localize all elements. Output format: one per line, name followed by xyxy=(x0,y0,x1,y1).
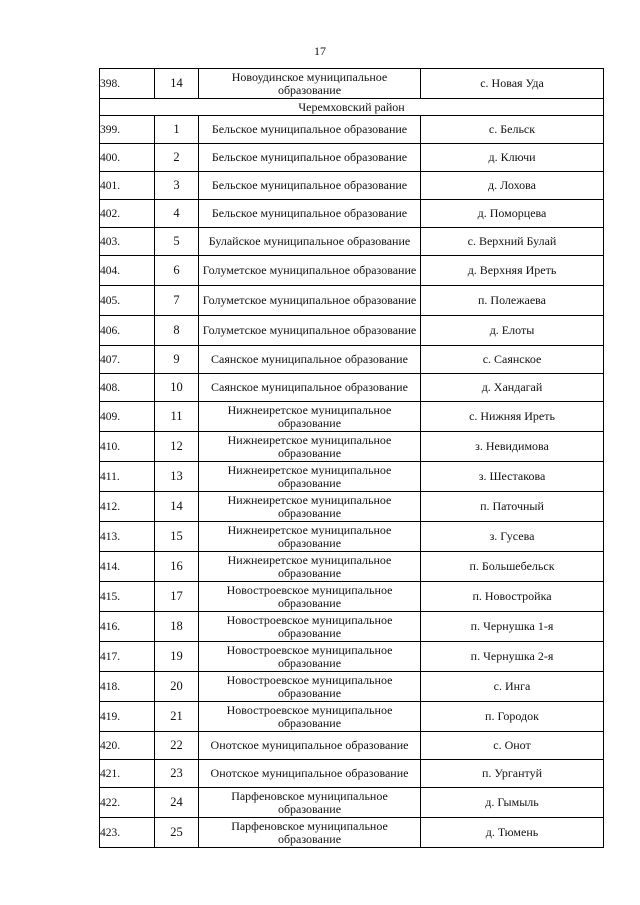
settlement-name: д. Верхняя Иреть xyxy=(421,256,604,286)
row-index: 14 xyxy=(155,492,199,522)
table-row xyxy=(100,402,604,432)
table-row xyxy=(100,228,604,256)
settlement-name: п. Чернушка 2-я xyxy=(421,642,604,672)
municipality-name: Нижнеиретское муниципальное образование xyxy=(199,522,421,552)
row-number: 412. xyxy=(100,492,155,522)
row-index: 2 xyxy=(155,144,199,172)
municipality-name: Онотское муниципальное образование xyxy=(199,732,421,760)
row-number: 420. xyxy=(100,732,155,760)
table-row xyxy=(100,760,604,788)
row-index: 9 xyxy=(155,346,199,374)
table-row xyxy=(100,702,604,732)
row-index: 4 xyxy=(155,200,199,228)
table-row xyxy=(100,316,604,346)
table-row xyxy=(100,286,604,316)
settlement-name: д. Поморцева xyxy=(421,200,604,228)
municipality-name: Новостроевское муниципальное образование xyxy=(199,672,421,702)
settlement-name: д. Хандагай xyxy=(421,374,604,402)
row-index: 12 xyxy=(155,432,199,462)
table-row xyxy=(100,256,604,286)
municipality-name: Голуметское муниципальное образование xyxy=(199,286,421,316)
settlement-name: д. Лохова xyxy=(421,172,604,200)
table-row xyxy=(100,432,604,462)
row-index: 13 xyxy=(155,462,199,492)
municipality-name: Нижнеиретское муниципальное образование xyxy=(199,492,421,522)
table-row xyxy=(100,642,604,672)
row-number: 408. xyxy=(100,374,155,402)
municipality-name: Онотское муниципальное образование xyxy=(199,760,421,788)
settlement-name: д. Тюмень xyxy=(421,818,604,848)
settlement-name: з. Невидимова xyxy=(421,432,604,462)
row-number: 423. xyxy=(100,818,155,848)
row-index: 14 xyxy=(155,69,199,99)
table-row xyxy=(100,788,604,818)
settlement-name: з. Шестакова xyxy=(421,462,604,492)
row-number: 405. xyxy=(100,286,155,316)
row-number: 409. xyxy=(100,402,155,432)
municipality-name: Новостроевское муниципальное образование xyxy=(199,612,421,642)
row-index: 25 xyxy=(155,818,199,848)
row-number: 422. xyxy=(100,788,155,818)
row-number: 411. xyxy=(100,462,155,492)
row-number: 399. xyxy=(100,116,155,144)
row-index: 5 xyxy=(155,228,199,256)
settlement-name: п. Паточный xyxy=(421,492,604,522)
row-index: 3 xyxy=(155,172,199,200)
row-index: 15 xyxy=(155,522,199,552)
row-number: 416. xyxy=(100,612,155,642)
table-row xyxy=(100,462,604,492)
settlement-name: с. Бельск xyxy=(421,116,604,144)
municipality-name: Голуметское муниципальное образование xyxy=(199,316,421,346)
row-index: 18 xyxy=(155,612,199,642)
settlement-name: п. Чернушка 1-я xyxy=(421,612,604,642)
row-number: 418. xyxy=(100,672,155,702)
settlement-name: з. Гусева xyxy=(421,522,604,552)
municipality-name: Саянское муниципальное образование xyxy=(199,346,421,374)
settlement-name: п. Городок xyxy=(421,702,604,732)
page-number: 17 xyxy=(314,44,326,58)
settlement-name: с. Нижняя Иреть xyxy=(421,402,604,432)
row-index: 24 xyxy=(155,788,199,818)
municipality-name: Новостроевское муниципальное образование xyxy=(199,582,421,612)
table-row xyxy=(100,612,604,642)
municipality-name: Парфеновское муниципальное образование xyxy=(199,788,421,818)
settlement-name: п. Большебельск xyxy=(421,552,604,582)
municipality-name: Булайское муниципальное образование xyxy=(199,228,421,256)
row-number: 402. xyxy=(100,200,155,228)
row-number: 417. xyxy=(100,642,155,672)
municipality-name: Новоудинское муниципальное образование xyxy=(199,69,421,99)
table-row xyxy=(100,346,604,374)
row-number: 413. xyxy=(100,522,155,552)
table-row xyxy=(100,69,604,99)
row-number: 403. xyxy=(100,228,155,256)
row-number: 401. xyxy=(100,172,155,200)
settlement-name: д. Елоты xyxy=(421,316,604,346)
table-row xyxy=(100,582,604,612)
table-row xyxy=(100,732,604,760)
row-number: 410. xyxy=(100,432,155,462)
table-row xyxy=(100,374,604,402)
settlement-name: с. Инга xyxy=(421,672,604,702)
municipality-name: Парфеновское муниципальное образование xyxy=(199,818,421,848)
table-row xyxy=(100,200,604,228)
row-index: 6 xyxy=(155,256,199,286)
municipality-name: Бельское муниципальное образование xyxy=(199,144,421,172)
table-row xyxy=(100,172,604,200)
municipality-name: Бельское муниципальное образование xyxy=(199,200,421,228)
settlement-name: с. Новая Уда xyxy=(421,69,604,99)
row-number: 415. xyxy=(100,582,155,612)
row-index: 19 xyxy=(155,642,199,672)
row-index: 1 xyxy=(155,116,199,144)
settlement-name: д. Гымыль xyxy=(421,788,604,818)
row-number: 419. xyxy=(100,702,155,732)
row-index: 17 xyxy=(155,582,199,612)
municipality-name: Голуметское муниципальное образование xyxy=(199,256,421,286)
row-index: 16 xyxy=(155,552,199,582)
row-number: 406. xyxy=(100,316,155,346)
row-number: 421. xyxy=(100,760,155,788)
settlement-name: п. Новостройка xyxy=(421,582,604,612)
municipality-name: Новостроевское муниципальное образование xyxy=(199,642,421,672)
row-number: 398. xyxy=(100,69,155,99)
district-header-row xyxy=(100,99,604,116)
table-body xyxy=(100,69,604,848)
row-index: 11 xyxy=(155,402,199,432)
municipality-name: Саянское муниципальное образование xyxy=(199,374,421,402)
settlement-name: с. Онот xyxy=(421,732,604,760)
settlement-name: п. Ургантуй xyxy=(421,760,604,788)
municipality-name: Нижнеиретское муниципальное образование xyxy=(199,402,421,432)
table-row xyxy=(100,552,604,582)
municipality-name: Нижнеиретское муниципальное образование xyxy=(199,432,421,462)
row-index: 10 xyxy=(155,374,199,402)
district-title: Черемховский район xyxy=(100,99,604,116)
settlement-name: с. Саянское xyxy=(421,346,604,374)
row-number: 407. xyxy=(100,346,155,374)
settlement-name: с. Верхний Булай xyxy=(421,228,604,256)
settlements-table xyxy=(99,68,604,848)
row-index: 20 xyxy=(155,672,199,702)
row-number: 404. xyxy=(100,256,155,286)
table-row xyxy=(100,672,604,702)
row-index: 8 xyxy=(155,316,199,346)
municipality-name: Нижнеиретское муниципальное образование xyxy=(199,462,421,492)
table-row xyxy=(100,144,604,172)
row-number: 414. xyxy=(100,552,155,582)
table-row xyxy=(100,522,604,552)
municipality-name: Нижнеиретское муниципальное образование xyxy=(199,552,421,582)
row-index: 22 xyxy=(155,732,199,760)
row-index: 21 xyxy=(155,702,199,732)
settlement-name: п. Полежаева xyxy=(421,286,604,316)
row-index: 7 xyxy=(155,286,199,316)
table-row xyxy=(100,116,604,144)
table-row xyxy=(100,492,604,522)
row-number: 400. xyxy=(100,144,155,172)
municipality-name: Бельское муниципальное образование xyxy=(199,172,421,200)
municipality-name: Новостроевское муниципальное образование xyxy=(199,702,421,732)
settlement-name: д. Ключи xyxy=(421,144,604,172)
row-index: 23 xyxy=(155,760,199,788)
table-row xyxy=(100,818,604,848)
municipality-name: Бельское муниципальное образование xyxy=(199,116,421,144)
